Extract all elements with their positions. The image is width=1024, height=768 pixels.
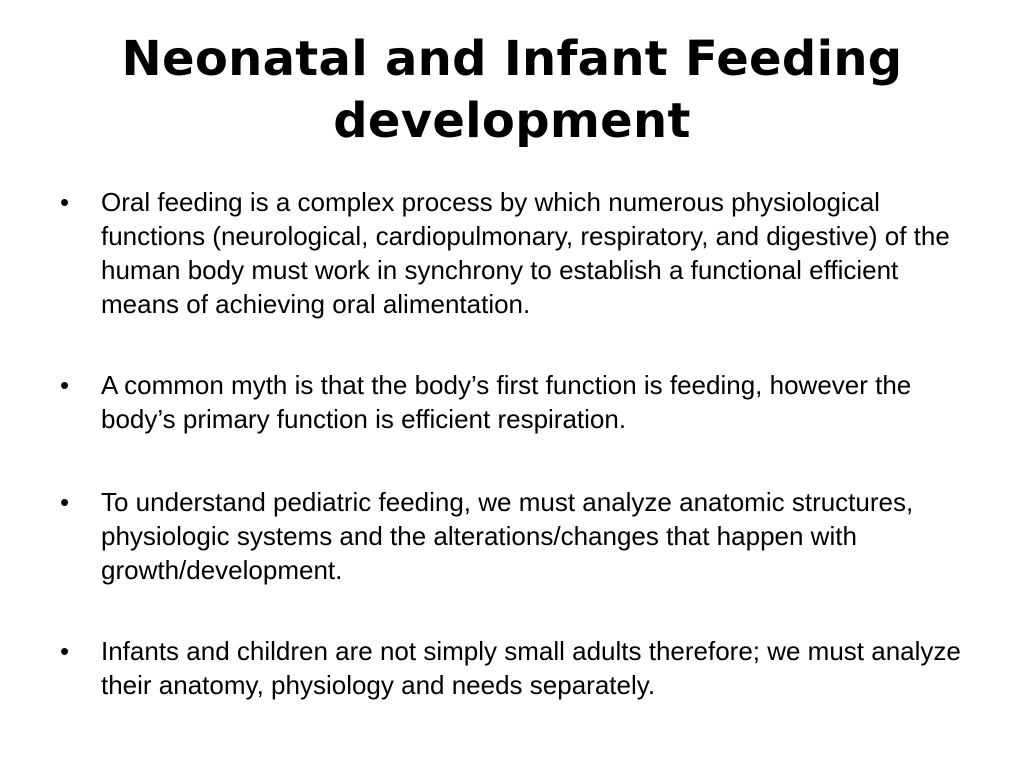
bullet-dot-icon: •	[60, 636, 70, 666]
bullet-dot-icon: •	[60, 487, 70, 517]
bullet-dot-icon: •	[60, 370, 70, 400]
bullet-text: Infants and children are not simply small adults therefore; we must analyze their anatomy, physiology and needs separately.	[101, 636, 961, 700]
bullet-list	[60, 185, 980, 749]
bullet-text: A common myth is that the body’s first function is feeding, however the body’s primary function is efficient respiration.	[101, 370, 912, 434]
bullet-item	[60, 185, 980, 321]
bullet-dot-icon: •	[60, 187, 70, 217]
bullet-item	[60, 485, 980, 587]
bullet-text: To understand pediatric feeding, we must analyze anatomic structures, physiologic systems and the alterations/changes that happen with growth/development.	[101, 487, 914, 585]
slide-title: Neonatal and Infant Feeding development	[121, 31, 903, 149]
bullet-text: Oral feeding is a complex process by which numerous physiological functions (neurological, cardiopulmonary, respiratory, and digestive) of the human body must work in synchrony to establish a functional efficient means of achieving oral alimentation.	[101, 187, 950, 319]
bullet-item	[60, 368, 980, 436]
bullet-item	[60, 634, 980, 702]
